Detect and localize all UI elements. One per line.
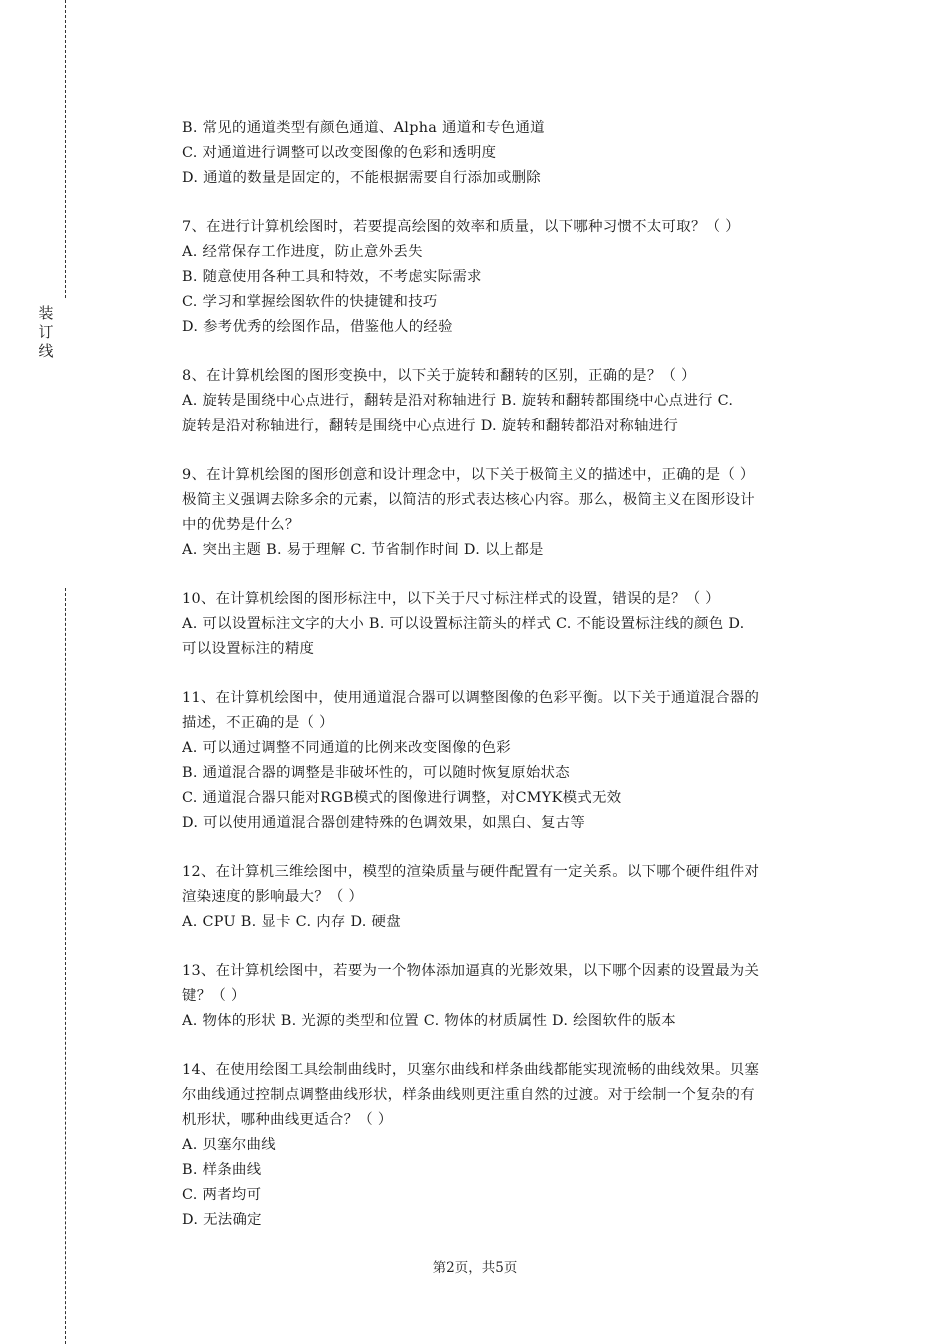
- option-line: A. 旋转是围绕中心点进行，翻转是沿对称轴进行 B. 旋转和翻转都围绕中心点进行 C.: [182, 393, 734, 409]
- option-line: 可以设置标注的精度: [182, 641, 315, 657]
- option-line: D. 通道的数量是固定的，不能根据需要自行添加或删除: [182, 170, 541, 186]
- question-13: [182, 959, 838, 1034]
- question-7: [182, 215, 838, 340]
- option-line: D. 可以使用通道混合器创建特殊的色调效果，如黑白、复古等: [182, 815, 586, 831]
- option-line: C. 两者均可: [182, 1187, 262, 1203]
- question-stem: 8、在计算机绘图的图形变换中，以下关于旋转和翻转的区别，正确的是？（ ）: [182, 368, 696, 384]
- binding-label: 装订线: [38, 304, 54, 360]
- option-line: A. 可以通过调整不同通道的比例来改变图像的色彩: [182, 740, 511, 756]
- question-stem: 极简主义强调去除多余的元素，以简洁的形式表达核心内容。那么，极简主义在图形设计: [182, 492, 755, 508]
- question-12: [182, 860, 838, 935]
- question-11: [182, 686, 838, 836]
- option-line: C. 学习和掌握绘图软件的快捷键和技巧: [182, 294, 438, 310]
- option-line: B. 通道混合器的调整是非破坏性的，可以随时恢复原始状态: [182, 765, 570, 781]
- binding-dashed-line-top: [65, 0, 66, 298]
- option-line: A. 突出主题 B. 易于理解 C. 节省制作时间 D. 以上都是: [182, 542, 544, 558]
- option-line: B. 样条曲线: [182, 1162, 262, 1178]
- question-stem: 12、在计算机三维绘图中，模型的渲染质量与硬件配置有一定关系。以下哪个硬件组件对: [182, 864, 760, 880]
- question-8: [182, 364, 838, 439]
- option-line: C. 通道混合器只能对RGB模式的图像进行调整，对CMYK模式无效: [182, 790, 622, 806]
- option-line: A. 贝塞尔曲线: [182, 1137, 276, 1153]
- option-line: D. 无法确定: [182, 1212, 262, 1228]
- page-footer: 第2页，共5页: [432, 1260, 518, 1276]
- question-stem: 11、在计算机绘图中，使用通道混合器可以调整图像的色彩平衡。以下关于通道混合器的: [182, 690, 760, 706]
- option-line: A. 可以设置标注文字的大小 B. 可以设置标注箭头的样式 C. 不能设置标注线的颜色 D.: [182, 616, 745, 632]
- question-10: [182, 587, 838, 662]
- option-line: B. 常见的通道类型有颜色通道、Alpha 通道和专色通道: [182, 120, 545, 136]
- option-line: A. 物体的形状 B. 光源的类型和位置 C. 物体的材质属性 D. 绘图软件的版本: [182, 1013, 676, 1029]
- question-6-continued: [182, 116, 838, 191]
- question-stem: 9、在计算机绘图的图形创意和设计理念中，以下关于极简主义的描述中，正确的是（ ）: [182, 467, 755, 483]
- question-14: [182, 1058, 838, 1233]
- question-stem: 中的优势是什么？: [182, 517, 300, 533]
- question-stem: 键？（ ）: [182, 988, 246, 1004]
- option-line: A. 经常保存工作进度，防止意外丢失: [182, 244, 423, 260]
- question-stem: 机形状，哪种曲线更适合？（ ）: [182, 1112, 393, 1128]
- question-list: [182, 116, 838, 1257]
- option-line: D. 参考优秀的绘图作品，借鉴他人的经验: [182, 319, 453, 335]
- option-line: C. 对通道进行调整可以改变图像的色彩和透明度: [182, 145, 497, 161]
- question-stem: 7、在进行计算机绘图时，若要提高绘图的效率和质量，以下哪种习惯不太可取？（ ）: [182, 219, 740, 235]
- question-stem: 14、在使用绘图工具绘制曲线时，贝塞尔曲线和样条曲线都能实现流畅的曲线效果。贝塞: [182, 1062, 760, 1078]
- binding-dashed-line-bottom: [65, 588, 66, 1344]
- option-line: B. 随意使用各种工具和特效，不考虑实际需求: [182, 269, 482, 285]
- option-line: 旋转是沿对称轴进行，翻转是围绕中心点进行 D. 旋转和翻转都沿对称轴进行: [182, 418, 679, 434]
- question-stem: 13、在计算机绘图中，若要为一个物体添加逼真的光影效果，以下哪个因素的设置最为关: [182, 963, 760, 979]
- question-stem: 尔曲线通过控制点调整曲线形状，样条曲线则更注重自然的过渡。对于绘制一个复杂的有: [182, 1087, 755, 1103]
- question-9: [182, 463, 838, 563]
- question-stem: 10、在计算机绘图的图形标注中，以下关于尺寸标注样式的设置，错误的是？（ ）: [182, 591, 720, 607]
- question-stem: 渲染速度的影响最大？（ ）: [182, 889, 364, 905]
- question-stem: 描述，不正确的是（ ）: [182, 715, 334, 731]
- option-line: A. CPU B. 显卡 C. 内存 D. 硬盘: [182, 914, 401, 930]
